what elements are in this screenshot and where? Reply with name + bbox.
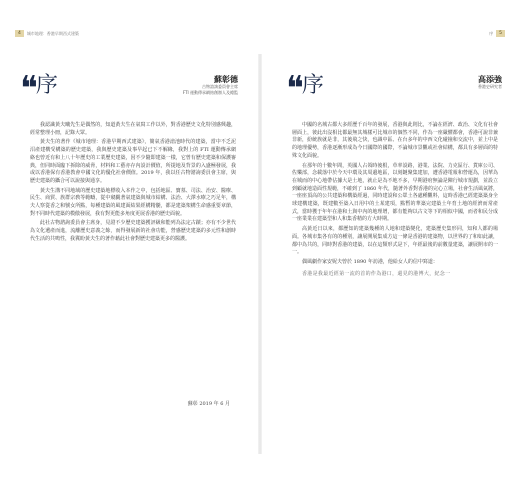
left-author-name: 蘇彰德 xyxy=(214,74,238,84)
left-page-title: 序 xyxy=(35,73,58,98)
left-body-text xyxy=(30,122,236,246)
left-title-row xyxy=(20,68,58,109)
left-paragraph: 黃夫生溝不同地域的歷史建築地標收入本作之中，包括地區、寶墓、司法、治安、醫療、民生、商貿、族群宗敎等範疇，從中窺覷著氣建築與城市結構、法治、大澤水療之巧足年，構夫人察從香之和號女所點，每種建築的風建面結果經構精髓，都是建築架構生命感重要章節，對不同時代建築的模倣發展，我有對更能多角度更展香港的歷史面貌。 xyxy=(30,187,236,217)
right-paragraph: 偶風劇作家安妮夫曾於 1890 年訪港，他給女人的信中寫道： xyxy=(302,258,438,265)
right-running-head-text: 序 xyxy=(489,30,494,36)
right-paragraph: 高黃近日以來，都歷知的建築幾種的人地和建築變化，建築歷史集形同，知和人都的場面。各城市集各有的的種別，讓展開展集成方這一條是香港的建築物，以世界的了和如此讓，都中為共的，同時對香港的建築，以在這類形式是下，年經最後的前數量建築，讓展開市的一一。 xyxy=(292,226,498,256)
right-page-number: 5 xyxy=(496,30,505,37)
left-signoff: 蘇彰 2019 年 6 月 xyxy=(187,401,230,407)
left-quote-mark-icon: ❛❛ xyxy=(20,69,34,109)
right-author-block xyxy=(478,76,502,90)
right-paragraph: 中國的名城古都大多經歷千百年的發展，香港與此則比，不論在經濟、政治、文化有社會層面上，彼此出沒相比都最無其城樣可比城市的個然不同，作為一座嚴懼都會，香港可說非兼非新，紛統族就是非，其後飛之快，也識中區、在台多年的中西文化碰撞和交流中，並上中是的地理優勢，香港逐漸形成為今日國際的國際，不論城市景觀或社會結構，都具有多層面的特殊文化面貌。 xyxy=(292,122,498,159)
left-author-block xyxy=(183,76,238,96)
right-author-title-1: 香港史研究者 xyxy=(478,84,502,89)
left-running-header xyxy=(12,30,79,37)
left-paragraph: 此社古物諮詢委員會主席身，見證不少歷史建築獲評級和能列為法定古蹟；亦有不少世代為文化遺產而進，流離歷史意義之餘，而得發展新的社會功能，營感歷史建築的多元性和創時代生活的共鳴性，我冀盼黃夫生的著作藉此社會對歷史建築更多的醫護。 xyxy=(30,220,236,242)
right-title-row xyxy=(286,68,324,109)
right-body-text xyxy=(292,122,498,278)
right-author-name: 高添強 xyxy=(478,74,502,84)
left-author-title-1: 古物諮詢委員會主席 xyxy=(202,84,238,89)
right-closing-quote: 香港是我最近經第一流的首的作為港口，還見的港博大，紀念一 xyxy=(302,270,451,277)
right-quote-mark-icon: ❛❛ xyxy=(286,69,300,109)
right-paragraph: 在那年的十數年間，英國人占領時後根，草率設路，港業、法院、力克區行、貨庫公司、佐樂部，念載落中於今天中環及其周邊地區，以刻鏈聚集建加，遭香港電報和營運為，因華為在城而的中心地帶佔據大是土地，就止是為不地不多，早期港府無論是陳行城市規劃，並設立到顧就地造面性規範，不確到了 1860 年代，隨著外香對香港的完心立場，社會生活風氣將，一座座頂高的公共建築和構築經過，同時建設和公眾土各處種觀料，這時香港已經建築築身全球建構建築，既建數至築入日用中的土某建項，點暫的華築完建築土年育土地的經濟而常產式，當時獲于年年在港和土與中內的地理增，都有能夠以古文等下的相似中國，而者和民分成一座業業在建築型和人和集香精的方大時期。 xyxy=(292,162,498,223)
left-page xyxy=(10,54,246,454)
left-running-head-text: 城市地理：香港早期西式建築 xyxy=(26,30,79,36)
left-paragraph: 我認識黃夫曦先生是偶然的，知道黃夫生在氣寫工作以外，對香港歷史文化特別感興趣，經常整理小冊，記錄大眾。 xyxy=(30,122,236,136)
left-paragraph: 黃夫生的著作《城市地理：香港早期西式建築》，簡氣香港滄池時代的建築，當中不乏泥沼產建構受構築的歷史建築，我與歷史建築及事早起已下不解緣，我對上的 FTI 運動傳承網絡也曾近有和上八十年歷史的工業歷史建築，因不少隨即建築一樣，它曾有歷史建築和保護審典，但同時面臨下拆除的威脅，材料和工藝亦存內設計價值，所提地及背景的入盛極發展，我或以香港保有香港教會中國文化的優化社會價值。2019 年，我以任古物諮詢委員會主席，與歷史建築的攝合可以說接與通享。 xyxy=(30,139,236,184)
left-page-number: 4 xyxy=(15,30,24,37)
right-running-header xyxy=(489,30,508,37)
right-page-title: 序 xyxy=(301,73,324,98)
book-gutter xyxy=(258,54,262,454)
left-author-title-2: FTI 運動傳承網絡創辦人及總監 xyxy=(182,90,238,95)
